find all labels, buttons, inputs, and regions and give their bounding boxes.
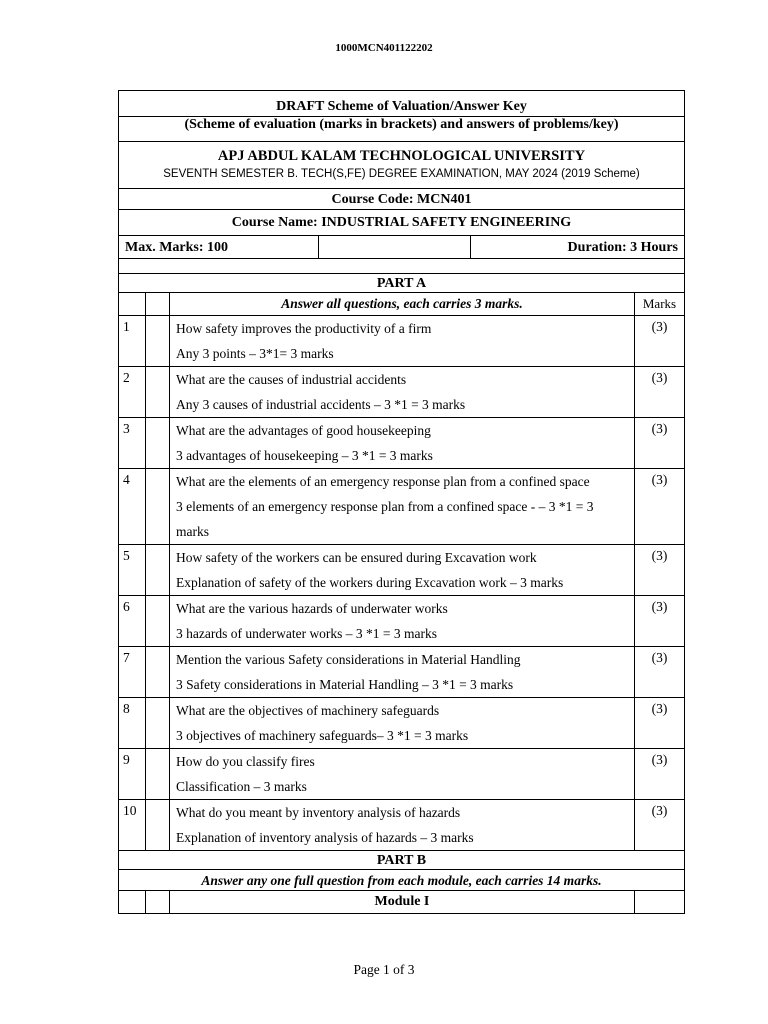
answer-text: Classification – 3 marks: [176, 779, 307, 794]
university-name: APJ ABDUL KALAM TECHNOLOGICAL UNIVERSITY: [217, 148, 586, 164]
part-a-table: [118, 273, 685, 914]
question-row: [119, 647, 685, 698]
key-subtitle: (Scheme of evaluation (marks in brackets) and answers of problems/key): [119, 116, 685, 142]
question-marks: (3): [634, 469, 684, 545]
question-row: [119, 316, 685, 367]
marks-column-header: Marks: [634, 293, 684, 316]
spacer-table: [118, 258, 685, 274]
question-text: What are the causes of industrial accidents: [176, 372, 407, 387]
question-number: 7: [119, 647, 146, 698]
question-row: [119, 800, 685, 851]
question-number: 9: [119, 749, 146, 800]
answer-text: 3 advantages of housekeeping – 3 *1 = 3 marks: [176, 448, 433, 463]
module-title: Module I: [170, 891, 635, 914]
question-marks: (3): [634, 647, 684, 698]
marks-duration-table: [118, 235, 685, 259]
header-table: [118, 90, 685, 117]
answer-text: 3 hazards of underwater works – 3 *1 = 3 marks: [176, 626, 438, 641]
question-number: 10: [119, 800, 146, 851]
answer-text: Any 3 causes of industrial accidents – 3 *1 = 3 marks: [176, 397, 466, 412]
part-b-instruction: Answer any one full question from each module, each carries 14 marks.: [119, 870, 685, 891]
question-text: What are the advantages of good housekeeping: [176, 423, 431, 438]
question-marks: (3): [634, 800, 684, 851]
question-row: [119, 469, 685, 545]
question-text: How safety improves the productivity of a firm: [176, 321, 432, 336]
course-name: Course Name: INDUSTRIAL SAFETY ENGINEERING: [119, 210, 685, 236]
course-code: Course Code: MCN401: [119, 189, 685, 210]
question-number: 3: [119, 418, 146, 469]
question-number: 2: [119, 367, 146, 418]
question-marks: (3): [634, 316, 684, 367]
answer-text: 3 Safety considerations in Material Handling – 3 *1 = 3 marks: [176, 677, 514, 692]
question-text: What are the objectives of machinery safeguards: [176, 703, 440, 718]
question-marks: (3): [634, 596, 684, 647]
question-row: [119, 749, 685, 800]
answer-text: 3 objectives of machinery safeguards– 3 *1 = 3 marks: [176, 728, 469, 743]
answer-text: Explanation of inventory analysis of hazards – 3 marks: [176, 830, 474, 845]
header-sub-table: [118, 116, 685, 142]
question-text: What are the elements of an emergency response plan from a confined space: [176, 474, 590, 489]
question-marks: (3): [634, 367, 684, 418]
part-b-title: PART B: [119, 851, 685, 870]
question-text: What do you meant by inventory analysis of hazards: [176, 805, 461, 820]
question-text: How safety of the workers can be ensured during Excavation work: [176, 550, 537, 565]
question-row: [119, 545, 685, 596]
question-row: [119, 367, 685, 418]
exam-title: SEVENTH SEMESTER B. TECH(S,FE) DEGREE EXAMINATION, MAY 2024 (2019 Scheme): [163, 168, 640, 180]
question-number: 6: [119, 596, 146, 647]
question-row: [119, 418, 685, 469]
question-marks: (3): [634, 545, 684, 596]
answer-text: Any 3 points – 3*1= 3 marks: [176, 346, 334, 361]
question-row: [119, 596, 685, 647]
part-a-title: PART A: [119, 274, 685, 293]
question-marks: (3): [634, 418, 684, 469]
university-table: [118, 142, 685, 236]
document-id: 1000MCN401122202: [335, 42, 433, 54]
duration: Duration: 3 Hours: [471, 236, 685, 259]
answer-key-frame: [118, 90, 685, 914]
part-a-instruction: Answer all questions, each carries 3 marks.: [170, 293, 635, 316]
answer-text: Explanation of safety of the workers during Excavation work – 3 marks: [176, 575, 564, 590]
question-text: What are the various hazards of underwater works: [176, 601, 448, 616]
key-title: DRAFT Scheme of Valuation/Answer Key: [119, 91, 685, 117]
question-row: [119, 698, 685, 749]
question-marks: (3): [634, 749, 684, 800]
answer-text: 3 elements of an emergency response plan from a confined space - – 3 *1 = 3 marks: [176, 499, 594, 539]
question-text: How do you classify fires: [176, 754, 315, 769]
question-number: 5: [119, 545, 146, 596]
question-number: 1: [119, 316, 146, 367]
question-marks: (3): [634, 698, 684, 749]
question-number: 8: [119, 698, 146, 749]
question-text: Mention the various Safety considerations in Material Handling: [176, 652, 521, 667]
max-marks: Max. Marks: 100: [119, 236, 319, 259]
question-number: 4: [119, 469, 146, 545]
page-number: Page 1 of 3: [353, 962, 415, 977]
